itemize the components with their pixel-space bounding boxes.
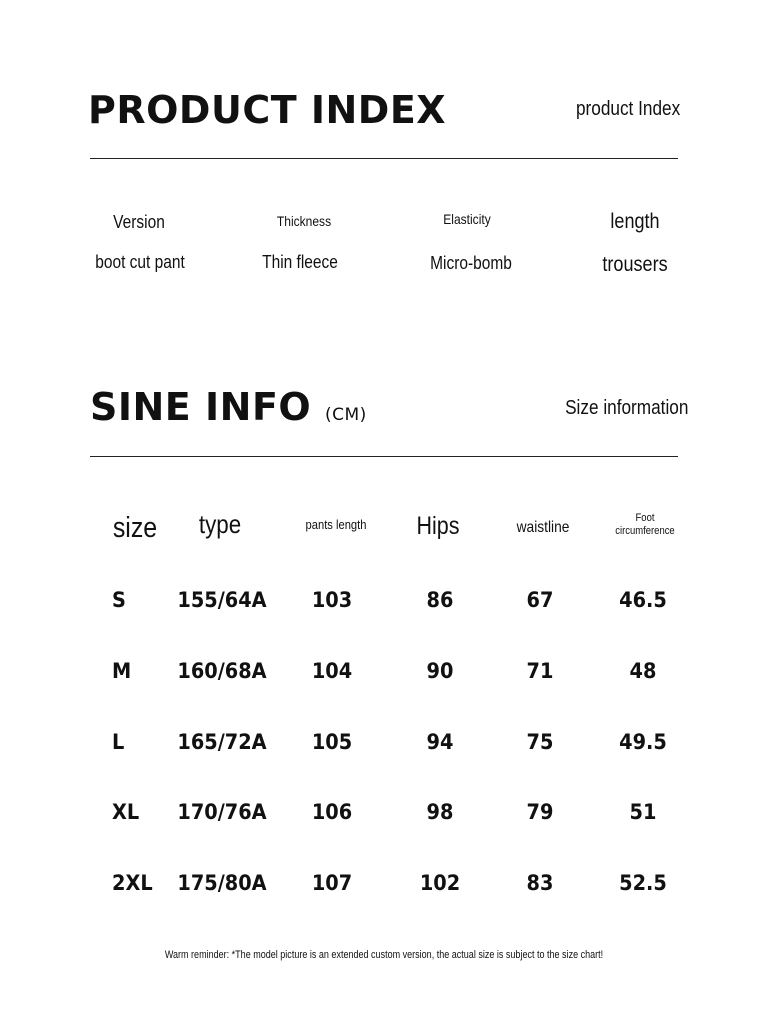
cell-pants-length: 103	[311, 588, 353, 612]
cell-waistline: 71	[526, 659, 554, 683]
cell-size: 2XL	[112, 871, 153, 895]
cell-pants-length: 106	[311, 800, 353, 824]
cell-type: 175/80A	[177, 871, 267, 895]
cell-foot-circumference: 46.5	[619, 588, 667, 612]
cell-waistline: 75	[526, 730, 554, 754]
cell-type: 155/64A	[177, 588, 267, 612]
size-info-subtitle: Size information	[564, 397, 688, 419]
cell-foot-circumference: 48	[629, 659, 657, 683]
attr-label-version: Version	[113, 212, 165, 232]
header-waistline: waistline	[516, 519, 570, 536]
attr-value-length: trousers	[602, 253, 668, 276]
size-info-title-row	[90, 385, 367, 429]
cell-hips: 86	[426, 588, 454, 612]
header-pants-length: pants length	[305, 517, 367, 532]
attr-value-thickness: Thin fleece	[262, 252, 338, 272]
cell-hips: 90	[426, 659, 454, 683]
cell-pants-length: 104	[311, 659, 353, 683]
attr-label-elasticity: Elasticity	[443, 211, 491, 227]
header-type: type	[198, 509, 242, 539]
cell-size: XL	[112, 800, 140, 824]
cell-type: 165/72A	[177, 730, 267, 754]
cell-size: M	[112, 659, 132, 683]
attr-value-elasticity: Micro-bomb	[430, 253, 512, 273]
product-index-title: PRODUCT INDEX	[88, 88, 447, 132]
cell-type: 160/68A	[177, 659, 267, 683]
cell-pants-length: 105	[311, 730, 353, 754]
product-index-subtitle: product Index	[575, 98, 680, 120]
cell-foot-circumference: 51	[629, 800, 657, 824]
attr-label-length: length	[610, 210, 660, 233]
cell-waistline: 83	[526, 871, 554, 895]
attr-value-version: boot cut pant	[95, 252, 185, 272]
size-info-divider	[90, 456, 678, 457]
cell-waistline: 67	[526, 588, 554, 612]
cell-foot-circumference: 52.5	[619, 871, 667, 895]
cell-hips: 98	[426, 800, 454, 824]
header-hips: Hips	[416, 512, 460, 540]
cell-foot-circumference: 49.5	[619, 730, 667, 754]
attr-label-thickness: Thickness	[276, 213, 332, 229]
cell-waistline: 79	[526, 800, 554, 824]
cell-hips: 94	[426, 730, 454, 754]
size-info-title: SINE INFO	[90, 385, 312, 429]
header-size: size	[112, 512, 158, 544]
cell-type: 170/76A	[177, 800, 267, 824]
cell-size: L	[112, 730, 125, 754]
header-foot-circumference: Foot circumference	[615, 512, 675, 537]
cell-pants-length: 107	[311, 871, 353, 895]
product-index-divider	[90, 158, 678, 159]
warm-reminder-note: Warm reminder: *The model picture is an extended custom version, the actual size is subject to the size chart!	[164, 949, 604, 961]
cell-hips: 102	[419, 871, 461, 895]
cell-size: S	[112, 588, 126, 612]
size-info-unit: (CM)	[324, 405, 367, 425]
